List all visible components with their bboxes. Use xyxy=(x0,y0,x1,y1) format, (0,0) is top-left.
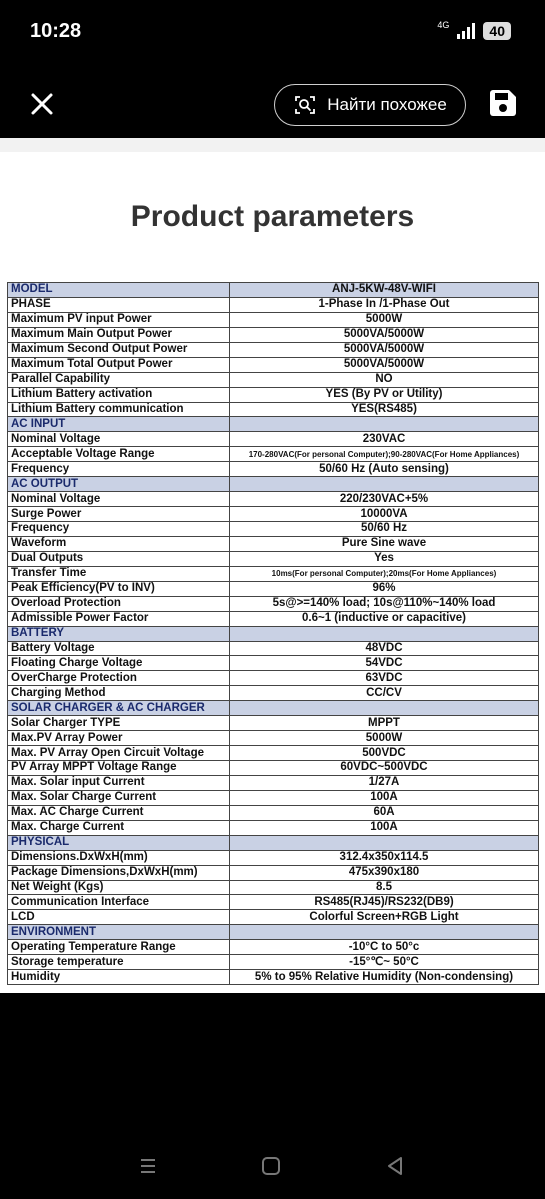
param-name: Waveform xyxy=(8,536,230,551)
table-row xyxy=(8,611,539,626)
param-name: Floating Charge Voltage xyxy=(8,656,230,671)
param-value xyxy=(230,925,539,940)
table-row xyxy=(8,522,539,537)
param-value: 10ms(For personal Computer);20ms(For Home Appliances) xyxy=(230,566,539,581)
table-row xyxy=(8,761,539,776)
param-value: 5000W xyxy=(230,731,539,746)
table-row xyxy=(8,492,539,507)
table-row xyxy=(8,671,539,686)
param-value: 312.4x350x114.5 xyxy=(230,850,539,865)
param-name: Maximum Second Output Power xyxy=(8,342,230,357)
table-row xyxy=(8,910,539,925)
table-row xyxy=(8,775,539,790)
table-row xyxy=(8,731,539,746)
menu-lines-icon xyxy=(136,1154,160,1178)
param-name: Surge Power xyxy=(8,507,230,522)
table-row xyxy=(8,865,539,880)
table-section-row xyxy=(8,925,539,940)
param-name: Admissible Power Factor xyxy=(8,611,230,626)
table-row xyxy=(8,566,539,581)
param-value: 230VAC xyxy=(230,432,539,447)
param-value: -15°℃~ 50°C xyxy=(230,955,539,970)
document-title: Product parameters xyxy=(130,200,415,233)
param-name: Acceptable Voltage Range xyxy=(8,447,230,462)
product-image xyxy=(0,138,545,993)
param-value: 1-Phase In /1-Phase Out xyxy=(230,297,539,312)
param-name: Lithium Battery communication xyxy=(8,402,230,417)
param-value: 5000VA/5000W xyxy=(230,357,539,372)
param-name: Humidity xyxy=(8,970,230,985)
param-name: Battery Voltage xyxy=(8,641,230,656)
back-triangle-icon xyxy=(383,1154,407,1178)
param-value: 170-280VAC(For personal Computer);90-280VAC(For Home Appliances) xyxy=(230,447,539,462)
table-row xyxy=(8,820,539,835)
param-name: Maximum Total Output Power xyxy=(8,357,230,372)
table-row xyxy=(8,372,539,387)
recent-apps-button[interactable] xyxy=(136,1154,160,1178)
table-row xyxy=(8,312,539,327)
close-button[interactable] xyxy=(24,86,60,122)
status-time: 10:28 xyxy=(30,20,82,42)
param-value: 100A xyxy=(230,820,539,835)
param-value xyxy=(230,835,539,850)
table-row xyxy=(8,297,539,312)
param-value: 50/60 Hz (Auto sensing) xyxy=(230,462,539,477)
section-title: SOLAR CHARGER & AC CHARGER xyxy=(8,701,230,716)
table-row xyxy=(8,716,539,731)
param-value: 48VDC xyxy=(230,641,539,656)
param-name: Overload Protection xyxy=(8,596,230,611)
table-section-row xyxy=(8,701,539,716)
table-row xyxy=(8,746,539,761)
table-row xyxy=(8,895,539,910)
system-navigation-bar xyxy=(0,1130,545,1199)
param-name: PHASE xyxy=(8,297,230,312)
param-value: -10°C to 50°c xyxy=(230,940,539,955)
param-value: RS485(RJ45)/RS232(DB9) xyxy=(230,895,539,910)
table-row xyxy=(8,790,539,805)
param-value: 0.6~1 (inductive or capacitive) xyxy=(230,611,539,626)
param-value xyxy=(230,626,539,641)
param-value: 60VDC~500VDC xyxy=(230,761,539,776)
table-row xyxy=(8,656,539,671)
lens-search-icon xyxy=(293,93,317,117)
param-name: LCD xyxy=(8,910,230,925)
param-name: Max. Charge Current xyxy=(8,820,230,835)
param-name: Max.PV Array Power xyxy=(8,731,230,746)
back-button[interactable] xyxy=(383,1154,407,1178)
param-value: 50/60 Hz xyxy=(230,522,539,537)
section-title: PHYSICAL xyxy=(8,835,230,850)
table-row xyxy=(8,536,539,551)
table-row xyxy=(8,686,539,701)
table-row xyxy=(8,850,539,865)
param-value: 5s@>=140% load; 10s@110%~140% load xyxy=(230,596,539,611)
table-row xyxy=(8,432,539,447)
param-name: Frequency xyxy=(8,462,230,477)
home-button[interactable] xyxy=(259,1154,283,1178)
param-name: Solar Charger TYPE xyxy=(8,716,230,731)
table-row xyxy=(8,880,539,895)
table-row xyxy=(8,283,539,298)
param-name: Dimensions.DxWxH(mm) xyxy=(8,850,230,865)
table-section-row xyxy=(8,626,539,641)
close-icon xyxy=(24,86,60,122)
param-name: Max. PV Array Open Circuit Voltage xyxy=(8,746,230,761)
table-row xyxy=(8,955,539,970)
param-name: Maximum Main Output Power xyxy=(8,327,230,342)
param-name: Max. AC Charge Current xyxy=(8,805,230,820)
section-title: AC INPUT xyxy=(8,417,230,432)
param-name: Peak Efficiency(PV to INV) xyxy=(8,581,230,596)
param-value: 8.5 xyxy=(230,880,539,895)
section-title: ENVIRONMENT xyxy=(8,925,230,940)
param-name: Max. Solar input Current xyxy=(8,775,230,790)
table-row xyxy=(8,507,539,522)
param-name: PV Array MPPT Voltage Range xyxy=(8,761,230,776)
param-value: 475x390x180 xyxy=(230,865,539,880)
param-name: Frequency xyxy=(8,522,230,537)
table-row xyxy=(8,805,539,820)
save-icon xyxy=(486,86,520,120)
param-name: MODEL xyxy=(8,283,230,298)
param-value: 5000W xyxy=(230,312,539,327)
param-value xyxy=(230,701,539,716)
find-similar-label: Найти похожее xyxy=(327,95,447,114)
param-name: Transfer Time xyxy=(8,566,230,581)
table-row xyxy=(8,596,539,611)
param-value: Yes xyxy=(230,551,539,566)
param-value: 5% to 95% Relative Humidity (Non-condensing) xyxy=(230,970,539,985)
param-value: CC/CV xyxy=(230,686,539,701)
param-name: Nominal Voltage xyxy=(8,492,230,507)
param-value: 60A xyxy=(230,805,539,820)
home-square-icon xyxy=(259,1154,283,1178)
param-value: 500VDC xyxy=(230,746,539,761)
section-title: AC OUTPUT xyxy=(8,477,230,492)
table-row xyxy=(8,462,539,477)
param-name: Communication Interface xyxy=(8,895,230,910)
param-name: Nominal Voltage xyxy=(8,432,230,447)
param-value: NO xyxy=(230,372,539,387)
table-row xyxy=(8,402,539,417)
param-value: 5000VA/5000W xyxy=(230,342,539,357)
param-value: YES(RS485) xyxy=(230,402,539,417)
find-similar-button[interactable] xyxy=(274,84,466,126)
section-title: BATTERY xyxy=(8,626,230,641)
table-row xyxy=(8,357,539,372)
table-row xyxy=(8,387,539,402)
param-value: Pure Sine wave xyxy=(230,536,539,551)
table-row xyxy=(8,940,539,955)
param-name: Net Weight (Kgs) xyxy=(8,880,230,895)
network-type: 4G xyxy=(437,20,450,30)
param-value: 1/27A xyxy=(230,775,539,790)
param-name: Operating Temperature Range xyxy=(8,940,230,955)
param-value: 220/230VAC+5% xyxy=(230,492,539,507)
param-value xyxy=(230,477,539,492)
table-row xyxy=(8,447,539,462)
viewer-toolbar xyxy=(0,66,545,138)
param-name: Dual Outputs xyxy=(8,551,230,566)
table-row xyxy=(8,342,539,357)
param-name: OverCharge Protection xyxy=(8,671,230,686)
param-name: Max. Solar Charge Current xyxy=(8,790,230,805)
param-name: Charging Method xyxy=(8,686,230,701)
param-value: YES (By PV or Utility) xyxy=(230,387,539,402)
table-section-row xyxy=(8,477,539,492)
table-row xyxy=(8,327,539,342)
table-row xyxy=(8,641,539,656)
table-row xyxy=(8,970,539,985)
param-value: 54VDC xyxy=(230,656,539,671)
param-value: 5000VA/5000W xyxy=(230,327,539,342)
signal-icon xyxy=(457,23,475,39)
param-value: 10000VA xyxy=(230,507,539,522)
param-name: Storage temperature xyxy=(8,955,230,970)
param-name: Lithium Battery activation xyxy=(8,387,230,402)
save-button[interactable] xyxy=(486,86,520,120)
table-section-row xyxy=(8,417,539,432)
param-value: 63VDC xyxy=(230,671,539,686)
parameters-table xyxy=(7,282,539,985)
param-value: 96% xyxy=(230,581,539,596)
table-row xyxy=(8,581,539,596)
table-row xyxy=(8,551,539,566)
battery-icon: 40 xyxy=(483,22,511,40)
param-value: ANJ-5KW-48V-WIFI xyxy=(230,283,539,298)
param-name: Package Dimensions,DxWxH(mm) xyxy=(8,865,230,880)
table-section-row xyxy=(8,835,539,850)
status-bar xyxy=(0,0,545,66)
param-value: Colorful Screen+RGB Light xyxy=(230,910,539,925)
param-name: Maximum PV input Power xyxy=(8,312,230,327)
status-icons xyxy=(437,22,511,40)
param-name: Parallel Capability xyxy=(8,372,230,387)
param-value xyxy=(230,417,539,432)
param-value: MPPT xyxy=(230,716,539,731)
param-value: 100A xyxy=(230,790,539,805)
